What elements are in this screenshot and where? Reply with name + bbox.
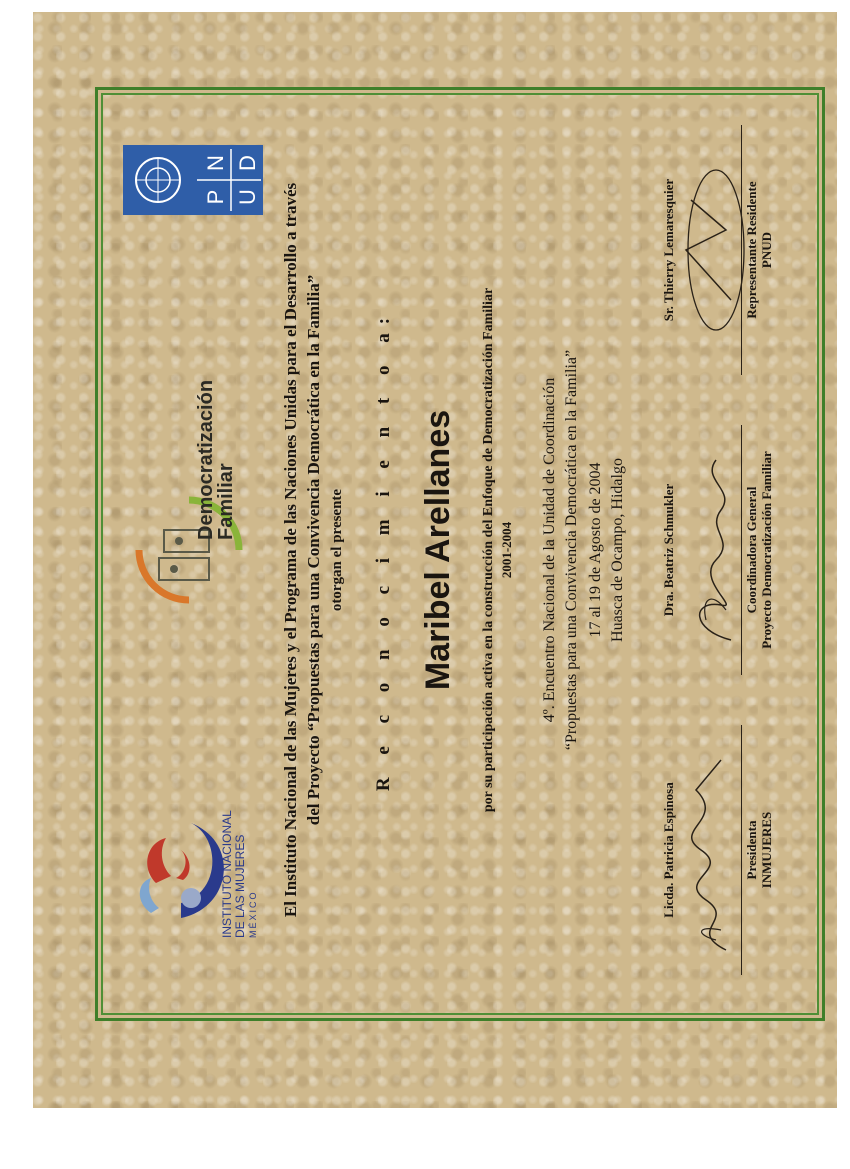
signatory-role-2 — [744, 420, 774, 680]
header-line-2: del Proyecto “Propuestas para una Convivencia Democrática en la Familia” — [304, 274, 323, 826]
democratizacion-familiar-text — [195, 379, 237, 540]
signatory-role-3-line1: Representante Residente — [744, 181, 759, 319]
signatory-role-3-line2: PNUD — [759, 231, 774, 269]
signature-2 — [676, 440, 746, 660]
event-line-1: 4º. Encuentro Nacional de la Unidad de Coordinación — [541, 377, 558, 723]
signature-line-2 — [741, 425, 742, 675]
recipient-name: Maribel Arellanes — [419, 409, 457, 691]
signatory-name-2: Dra. Beatriz Schmukler — [661, 483, 676, 617]
certificate-content — [101, 90, 817, 1010]
undp-letter-n: N — [203, 155, 228, 171]
inmujeres-text-line3: MÉXICO — [248, 890, 258, 938]
undp-logo — [123, 145, 263, 215]
signature-line-1 — [741, 725, 742, 975]
event-line-2: “Propuestas para una Convivencia Democrática en la Familia” — [563, 349, 580, 751]
signature-3 — [671, 140, 751, 360]
signatory-role-1-line1: Presidenta — [744, 820, 759, 880]
signature-1 — [676, 740, 746, 960]
certificate-title: R e c o n o c i m i e n t o a: — [373, 308, 394, 792]
signature-line-3 — [741, 125, 742, 375]
event-line-3: 17 al 19 de Agosto de 2004 — [587, 462, 604, 638]
reason-line-2: 2001-2004 — [499, 521, 514, 579]
signatory-role-3 — [744, 120, 774, 380]
democratizacion-familiar-logo — [119, 470, 259, 620]
undp-letter-d: D — [235, 155, 260, 171]
inmujeres-logo-text — [221, 788, 260, 938]
signatory-role-2-line1: Coordinadora General — [744, 486, 759, 614]
signatory-role-1-line2: INMUJERES — [759, 811, 774, 889]
reason-line-1: por su participación activa en la construcción del Enfoque de Democratización Familiar — [481, 287, 496, 813]
header-line-1: El Instituto Nacional de las Mujeres y el Programa de las Naciones Unidas para el Desarrollo a través — [281, 182, 300, 918]
signatory-name-1: Licda. Patricia Espinosa — [661, 782, 676, 918]
signatory-role-2-line2: Proyecto Democratización Familiar — [759, 451, 774, 649]
df-text-line2: Familiar — [215, 463, 237, 540]
event-line-4: Huasca de Ocampo, Hidalgo — [609, 458, 626, 642]
undp-letter-p: P — [203, 189, 228, 205]
inmujeres-text-line2: DE LAS MUJERES — [233, 834, 247, 938]
undp-letter-u: U — [235, 189, 260, 205]
signatory-role-1 — [744, 720, 774, 980]
header-line-3: otorgan el presente — [329, 488, 345, 612]
df-text-line1: Democratización — [195, 379, 217, 540]
inmujeres-text-line1: INSTITUTO NACIONAL — [220, 810, 234, 938]
signatory-name-3: Sr. Thierry Lemaresquier — [661, 178, 676, 322]
